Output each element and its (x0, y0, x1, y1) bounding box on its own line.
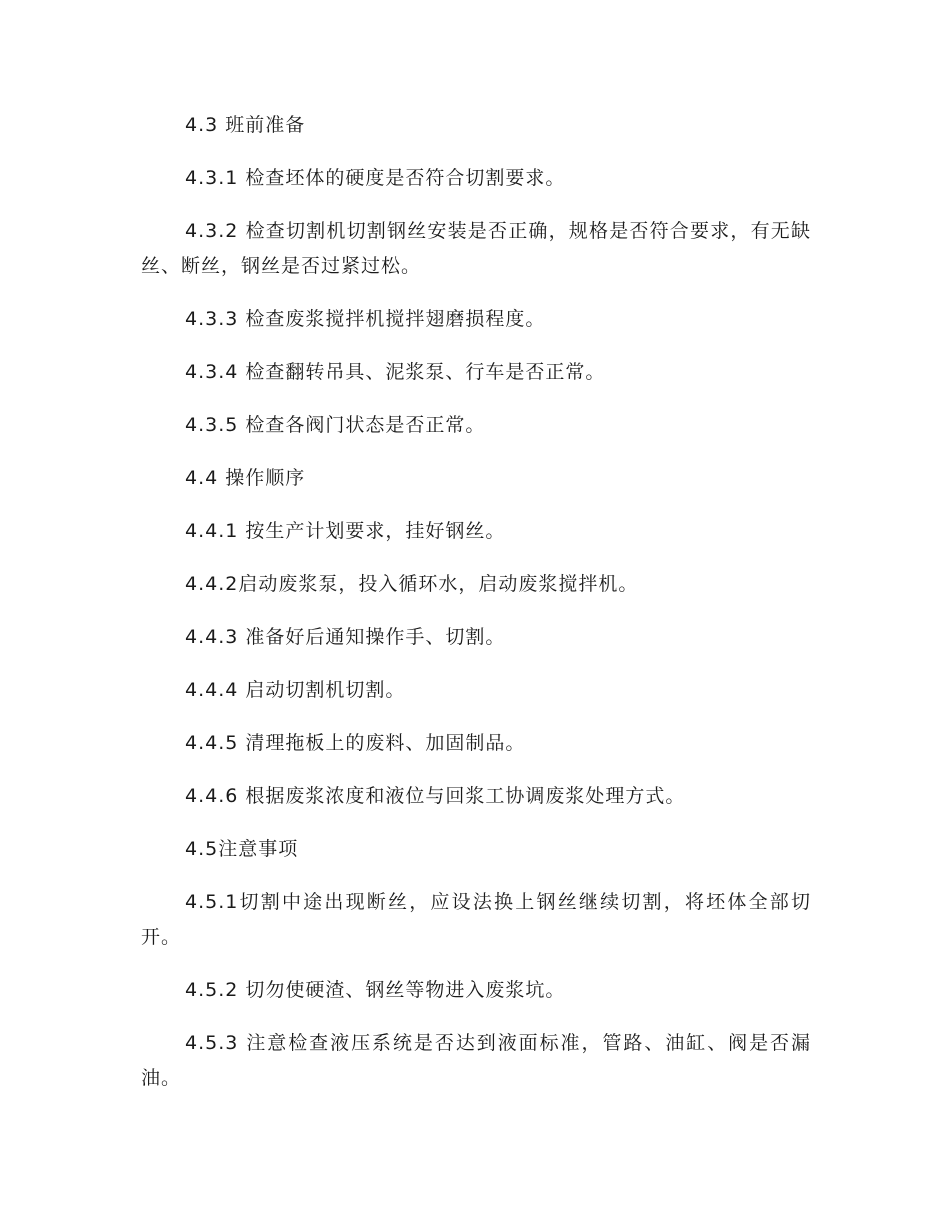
paragraph-4-4-5: 4.4.5 清理拖板上的废料、加固制品。 (185, 732, 526, 754)
paragraph-4-4-4: 4.4.4 启动切割机切割。 (185, 679, 406, 701)
section-heading-4-3: 4.3 班前准备 (185, 114, 306, 136)
paragraph-4-3-2: 4.3.2 检查切割机切割钢丝安装是否正确，规格是否符合要求，有无缺丝、断丝，钢丝是否过紧过松。 (141, 220, 811, 277)
paragraph-4-3-5: 4.3.5 检查各阀门状态是否正常。 (185, 414, 486, 436)
section-heading-4-5: 4.5注意事项 (185, 838, 299, 860)
paragraph-4-4-1: 4.4.1 按生产计划要求，挂好钢丝。 (185, 520, 506, 542)
paragraph-4-4-3: 4.4.3 准备好后通知操作手、切割。 (185, 626, 506, 648)
paragraph-4-5-2: 4.5.2 切勿使硬渣、钢丝等物进入废浆坑。 (185, 979, 566, 1001)
paragraph-4-4-2: 4.4.2启动废浆泵，投入循环水，启动废浆搅拌机。 (185, 573, 639, 595)
document-body (141, 108, 811, 1114)
paragraph-4-5-1: 4.5.1切割中途出现断丝，应设法换上钢丝继续切割，将坯体全部切开。 (141, 891, 811, 948)
paragraph-4-3-3: 4.3.3 检查废浆搅拌机搅拌翅磨损程度。 (185, 308, 546, 330)
paragraph-4-3-1: 4.3.1 检查坯体的硬度是否符合切割要求。 (185, 167, 566, 189)
paragraph-4-3-4: 4.3.4 检查翻转吊具、泥浆泵、行车是否正常。 (185, 361, 606, 383)
paragraph-4-5-3: 4.5.3 注意检查液压系统是否达到液面标准，管路、油缸、阀是否漏油。 (141, 1032, 811, 1089)
section-heading-4-4: 4.4 操作顺序 (185, 467, 306, 489)
paragraph-4-4-6: 4.4.6 根据废浆浓度和液位与回浆工协调废浆处理方式。 (185, 785, 686, 807)
